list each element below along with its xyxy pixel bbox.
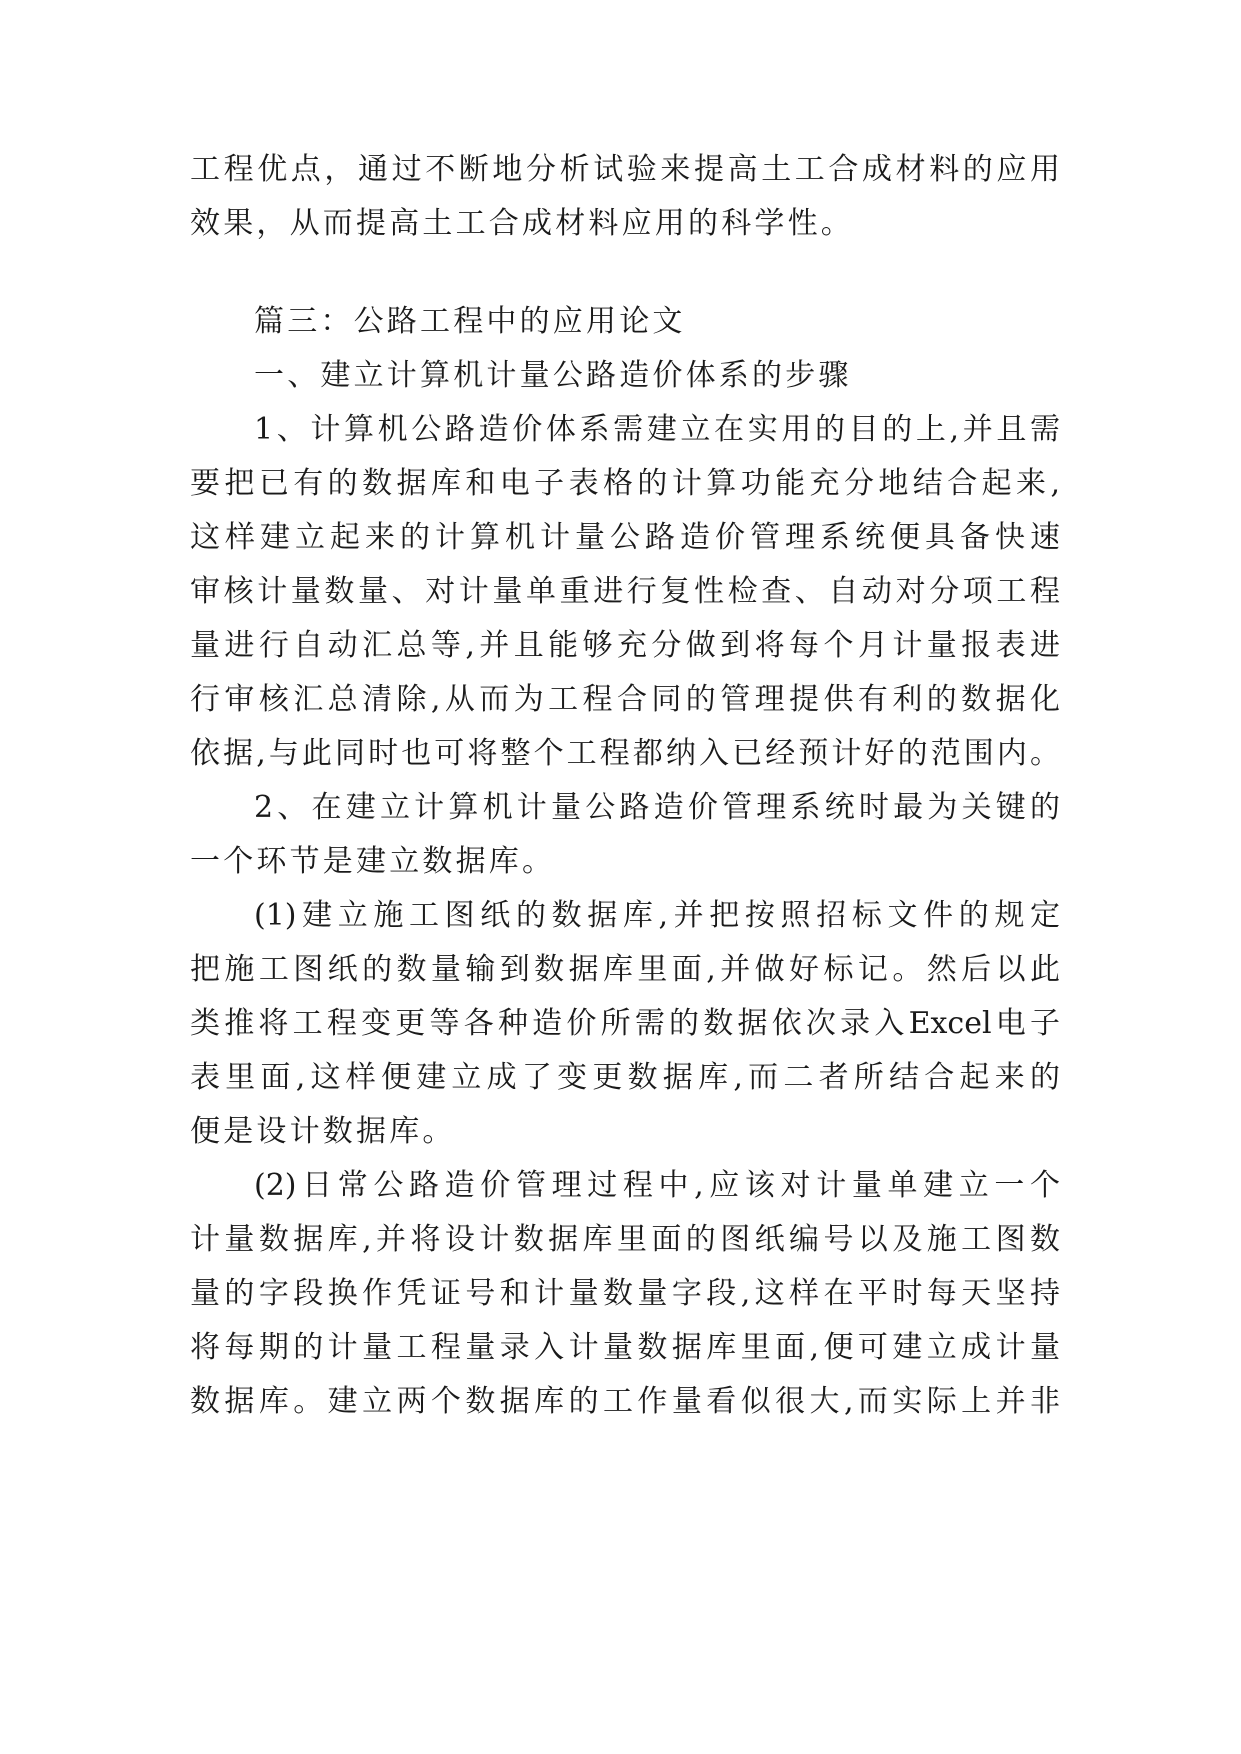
paragraph-line: 效果，从而提高土工合成材料应用的科学性。 — [190, 206, 854, 241]
paragraph-line: 要把已有的数据库和电子表格的计算功能充分地结合起来, — [190, 466, 1060, 501]
paragraph-line: 这样建立起来的计算机计量公路造价管理系统便具备快速 — [190, 520, 1060, 555]
paragraph-line: 将每期的计量工程量录入计量数据库里面,便可建立成计量 — [190, 1330, 1060, 1365]
paragraph-line: 数据库。建立两个数据库的工作量看似很大,而实际上并非 — [190, 1384, 1060, 1419]
paragraph-line: 行审核汇总清除,从而为工程合同的管理提供有利的数据化 — [190, 682, 1060, 717]
paragraph-line: 审核计量数量、对计量单重进行复性检查、自动对分项工程 — [190, 574, 1060, 609]
paragraph-line: (1)建立施工图纸的数据库,并把按照招标文件的规定 — [254, 898, 1060, 933]
paragraph-line: 表里面,这样便建立成了变更数据库,而二者所结合起来的 — [190, 1060, 1060, 1095]
paragraph-line: 工程优点，通过不断地分析试验来提高土工合成材料的应用 — [190, 152, 1060, 187]
paragraph-line: 量的字段换作凭证号和计量数量字段,这样在平时每天坚持 — [190, 1276, 1060, 1311]
paragraph-line: 1、计算机公路造价体系需建立在实用的目的上,并且需 — [254, 412, 1060, 447]
section-title: 篇三：公路工程中的应用论文 — [254, 304, 686, 339]
paragraph-line: 依据,与此同时也可将整个工程都纳入已经预计好的范围内。 — [190, 736, 1060, 771]
paragraph-line: (2)日常公路造价管理过程中,应该对计量单建立一个 — [254, 1168, 1060, 1203]
paragraph-line: 便是设计数据库。 — [190, 1114, 456, 1149]
paragraph-line: 量进行自动汇总等,并且能够充分做到将每个月计量报表进 — [190, 628, 1060, 663]
paragraph-line: 2、在建立计算机计量公路造价管理系统时最为关键的 — [254, 790, 1060, 825]
paragraph-line: 计量数据库,并将设计数据库里面的图纸编号以及施工图数 — [190, 1222, 1060, 1257]
paragraph-line: 类推将工程变更等各种造价所需的数据依次录入Excel电子 — [190, 1006, 1060, 1041]
paragraph-line: 把施工图纸的数量输到数据库里面,并做好标记。然后以此 — [190, 952, 1060, 987]
paragraph-line: 一个环节是建立数据库。 — [190, 844, 556, 879]
section-heading: 一、建立计算机计量公路造价体系的步骤 — [254, 358, 852, 393]
